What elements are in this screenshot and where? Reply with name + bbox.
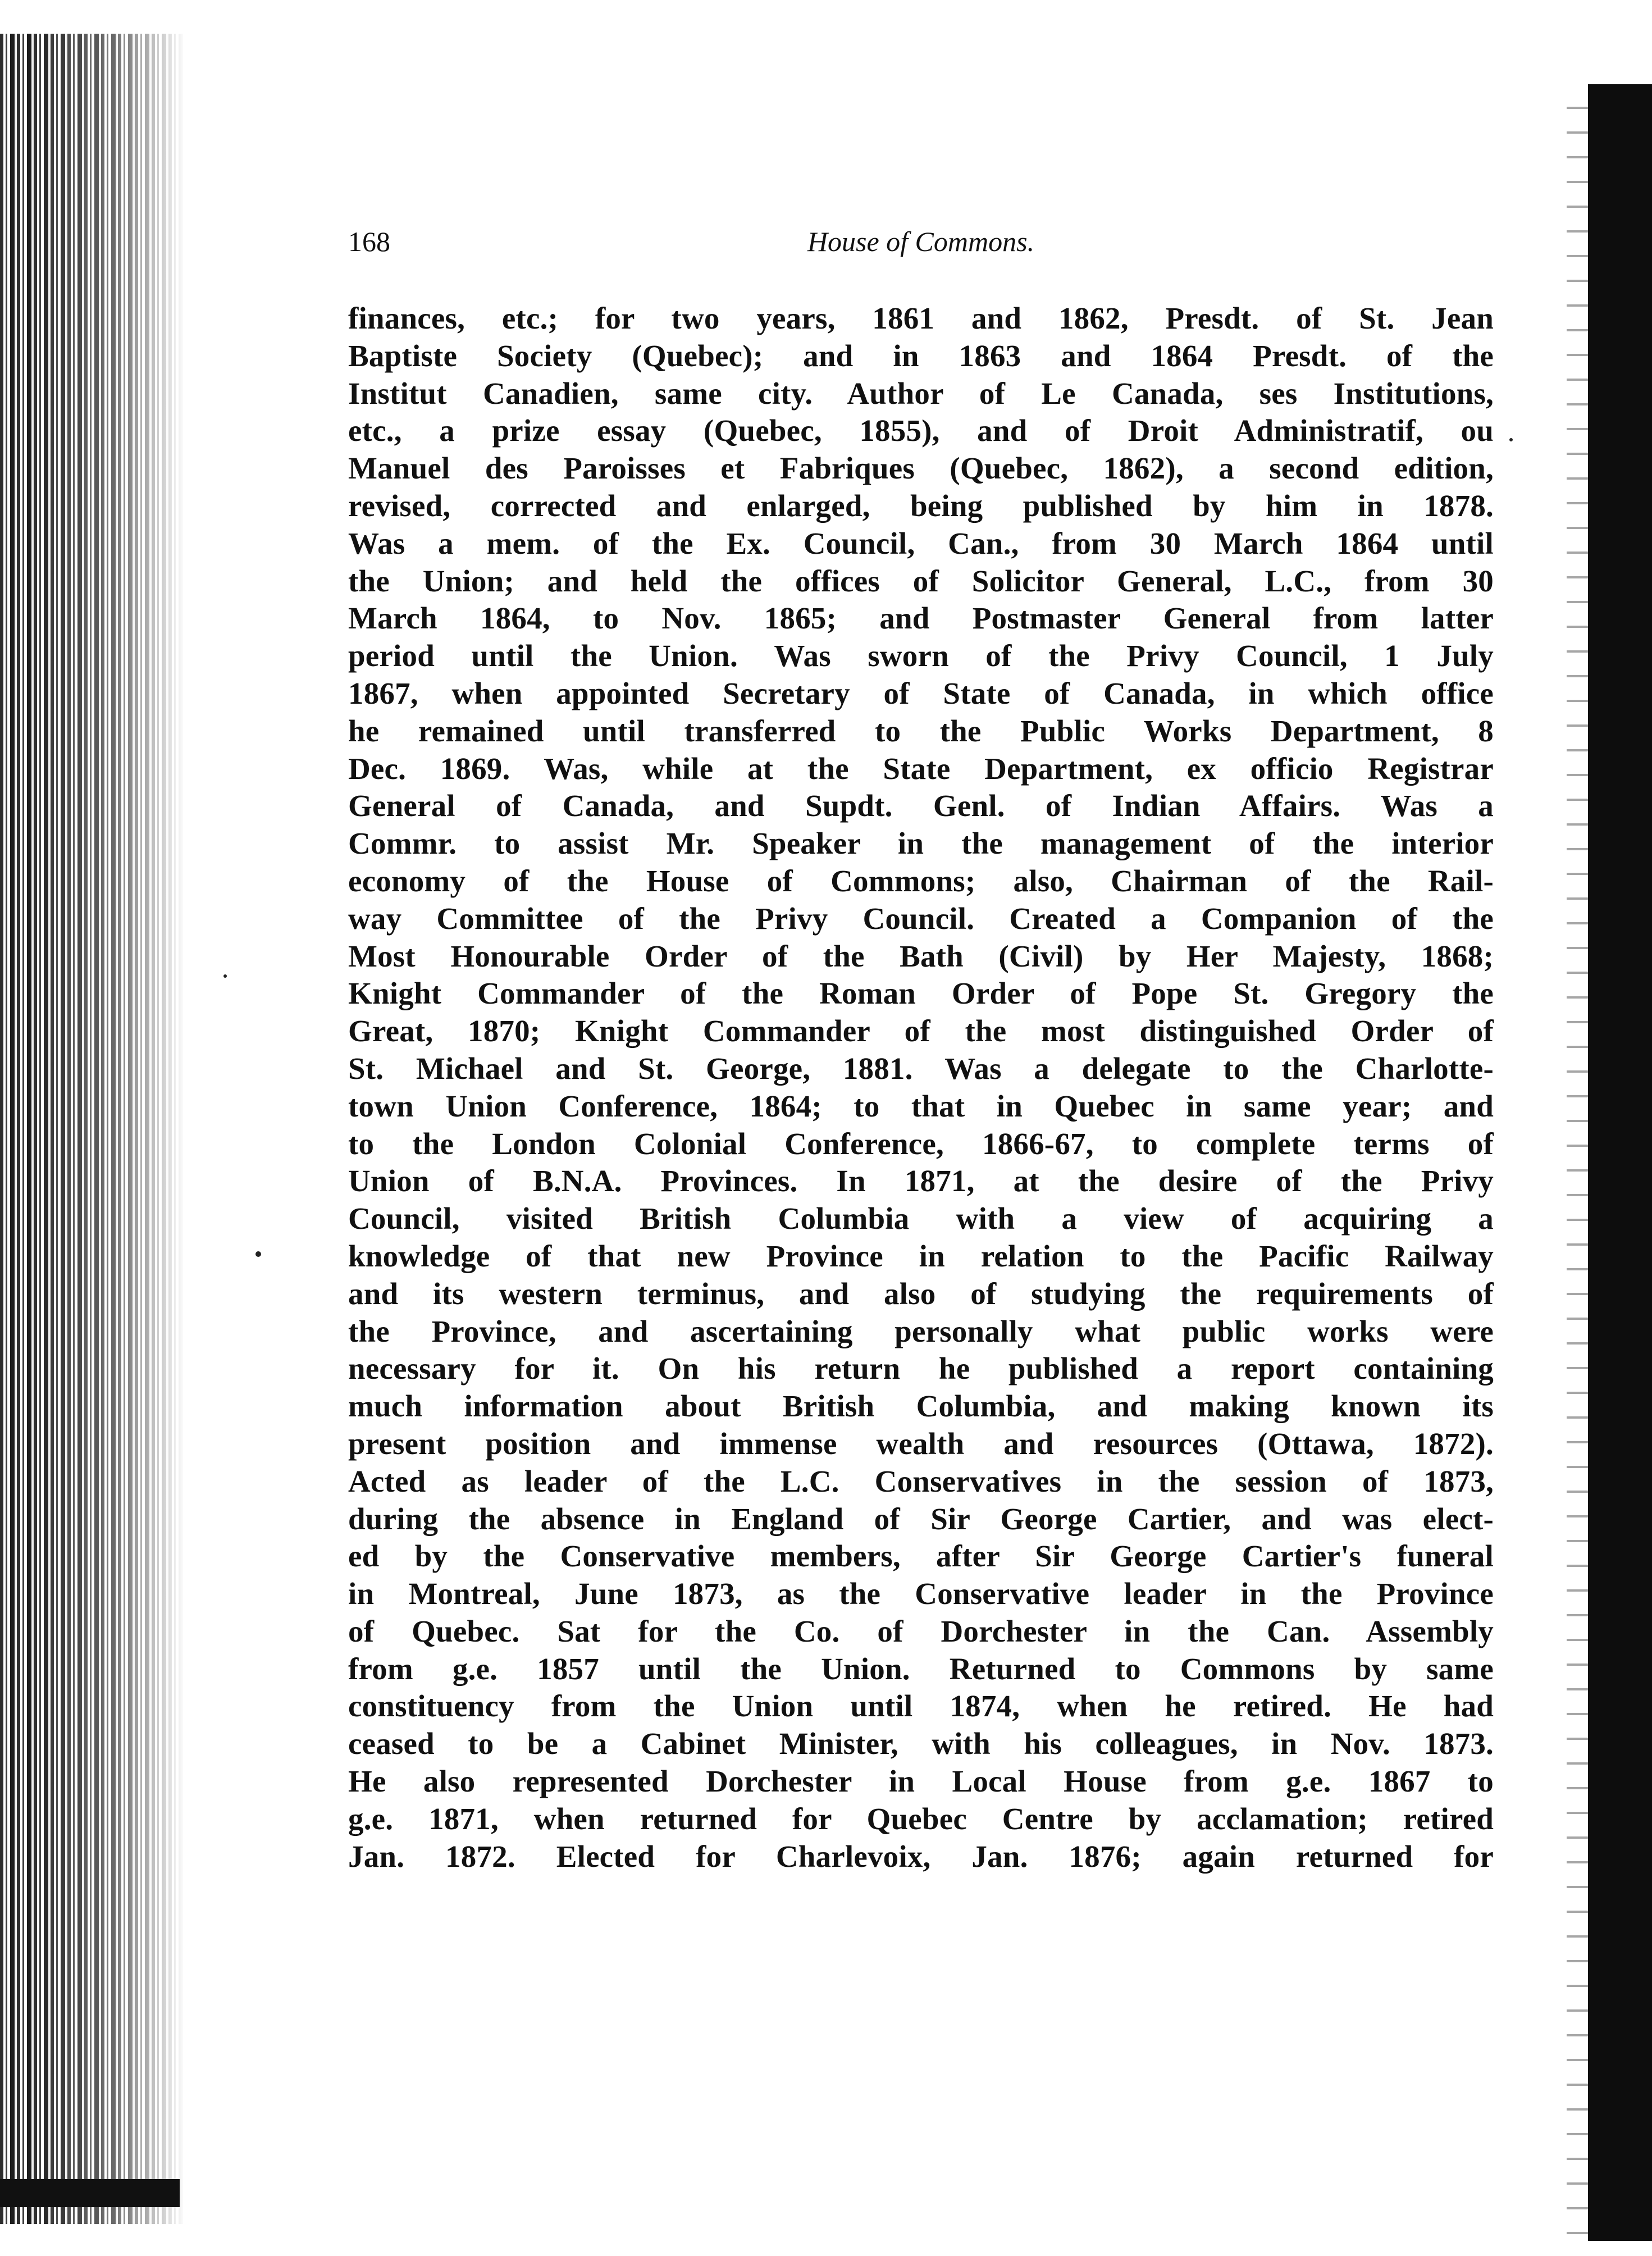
text-line: March 1864, to Nov. 1865; and Postmaster General from latter bbox=[348, 601, 1494, 636]
text-line: town Union Conference, 1864; to that in Quebec in same year; and bbox=[348, 1088, 1494, 1123]
biography-paragraph bbox=[348, 300, 1494, 1875]
scan-gutter-fade bbox=[34, 34, 185, 2224]
text-line: Union of B.N.A. Provinces. In 1871, at the desire of the Privy bbox=[348, 1164, 1494, 1198]
text-line: He also represented Dorchester in Local House from g.e. 1867 to bbox=[348, 1764, 1494, 1799]
scan-speck bbox=[1509, 438, 1513, 441]
text-line: period until the Union. Was sworn of the Privy Council, 1 July bbox=[348, 639, 1494, 673]
text-line: necessary for it. On his return he published a report containing bbox=[348, 1351, 1494, 1386]
scan-edge-shadow bbox=[1567, 84, 1589, 2241]
text-line: Institut Canadien, same city. Author of Le Canada, ses Institutions, bbox=[348, 376, 1494, 411]
text-line: Dec. 1869. Was, while at the State Department, ex officio Registrar bbox=[348, 751, 1494, 786]
text-line: g.e. 1871, when returned for Quebec Centre by acclamation; retired bbox=[348, 1801, 1494, 1836]
scan-speck bbox=[255, 1251, 261, 1257]
text-line: constituency from the Union until 1874, when he retired. He had bbox=[348, 1689, 1494, 1724]
text-line: present position and immense wealth and resources (Ottawa, 1872). bbox=[348, 1426, 1494, 1461]
text-line: Great, 1870; Knight Commander of the most distinguished Order of bbox=[348, 1014, 1494, 1049]
scan-gutter-base bbox=[0, 2179, 180, 2207]
book-page bbox=[348, 219, 1494, 1875]
text-line: etc., a prize essay (Quebec, 1855), and of Droit Administratif, ou bbox=[348, 413, 1494, 448]
text-line: General of Canada, and Supdt. Genl. of Indian Affairs. Was a bbox=[348, 789, 1494, 823]
running-head bbox=[348, 219, 1494, 264]
text-line: from g.e. 1857 until the Union. Returned to Commons by same bbox=[348, 1651, 1494, 1686]
page-number: 168 bbox=[348, 226, 390, 257]
text-line: Most Honourable Order of the Bath (Civil) by Her Majesty, 1868; bbox=[348, 938, 1494, 973]
running-title: House of Commons. bbox=[807, 226, 1035, 257]
text-line: much information about British Columbia, and making known its bbox=[348, 1389, 1494, 1424]
text-line: in Montreal, June 1873, as the Conservative leader in the Province bbox=[348, 1576, 1494, 1611]
text-line: St. Michael and St. George, 1881. Was a delegate to the Charlotte- bbox=[348, 1051, 1494, 1086]
text-line: Baptiste Society (Quebec); and in 1863 and 1864 Presdt. of the bbox=[348, 338, 1494, 373]
text-line: Knight Commander of the Roman Order of Pope St. Gregory the bbox=[348, 976, 1494, 1011]
text-line: the Province, and ascertaining personally what public works were bbox=[348, 1314, 1494, 1348]
text-line: Acted as leader of the L.C. Conservatives in the session of 1873, bbox=[348, 1464, 1494, 1498]
text-line: revised, corrected and enlarged, being published by him in 1878. bbox=[348, 488, 1494, 523]
text-line: and its western terminus, and also of studying the requirements of bbox=[348, 1276, 1494, 1311]
text-line: finances, etc.; for two years, 1861 and 1862, Presdt. of St. Jean bbox=[348, 301, 1494, 335]
text-line: to the London Colonial Conference, 1866-67, to complete terms of bbox=[348, 1126, 1494, 1161]
text-line: the Union; and held the offices of Solicitor General, L.C., from 30 bbox=[348, 563, 1494, 598]
text-line: Manuel des Paroisses et Fabriques (Quebec, 1862), a second edition, bbox=[348, 451, 1494, 486]
text-line: Jan. 1872. Elected for Charlevoix, Jan. 1876; again returned for bbox=[348, 1839, 1494, 1874]
text-line: during the absence in England of Sir George Cartier, and was elect- bbox=[348, 1501, 1494, 1536]
scan-edge-right bbox=[1588, 84, 1652, 2241]
text-line: he remained until transferred to the Public Works Department, 8 bbox=[348, 713, 1494, 748]
text-line: way Committee of the Privy Council. Created a Companion of the bbox=[348, 901, 1494, 936]
text-line: economy of the House of Commons; also, Chairman of the Rail- bbox=[348, 863, 1494, 898]
scan-speck bbox=[223, 974, 227, 978]
text-line: Was a mem. of the Ex. Council, Can., from 30 March 1864 until bbox=[348, 526, 1494, 560]
text-line: Council, visited British Columbia with a view of acquiring a bbox=[348, 1201, 1494, 1236]
text-line: ceased to be a Cabinet Minister, with his colleagues, in Nov. 1873. bbox=[348, 1726, 1494, 1761]
text-line: 1867, when appointed Secretary of State of Canada, in which office bbox=[348, 676, 1494, 710]
text-line: ed by the Conservative members, after Sir George Cartier's funeral bbox=[348, 1539, 1494, 1574]
text-line: knowledge of that new Province in relation to the Pacific Railway bbox=[348, 1238, 1494, 1273]
text-line: Commr. to assist Mr. Speaker in the management of the interior bbox=[348, 826, 1494, 861]
text-line: of Quebec. Sat for the Co. of Dorchester in the Can. Assembly bbox=[348, 1614, 1494, 1648]
